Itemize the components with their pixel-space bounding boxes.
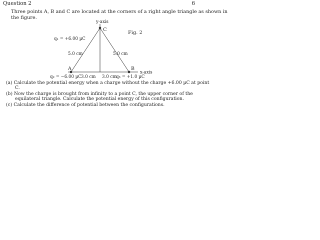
point-c-dot xyxy=(99,27,101,29)
q3-label: q₃ = +1.0 µC xyxy=(116,75,145,80)
point-b-dot xyxy=(128,71,130,73)
figure-label: Fig. 2 xyxy=(128,30,143,36)
q1-label: q₁ = +6.00 µC xyxy=(54,37,86,42)
base-right-label: 3.0 cm xyxy=(102,75,117,80)
side-ca xyxy=(71,28,100,72)
q2-label: q₂ = −6.00 µC xyxy=(50,75,82,80)
part-a-line-2: C. xyxy=(15,86,20,91)
side-left-label: 5.0 cm xyxy=(68,52,83,57)
y-axis-label: y-axis xyxy=(96,20,109,25)
part-a-line-1: (a) Calculate the potential energy when a charge without the charge +6.00 µC at point xyxy=(6,81,210,86)
x-axis-label: x-axis xyxy=(140,70,153,76)
part-c-line-1: (c) Calculate the difference of potential between the configurations. xyxy=(6,103,165,108)
question-intro-line-1: Three points A, B and C are located at the corners of a right angle triangle as shown in xyxy=(11,9,228,15)
question-intro-line-2: the figure. xyxy=(11,15,37,21)
part-b-line-1: (b) Now the charge is brought from infinity to a point C, the upper corner of the xyxy=(6,92,193,97)
side-cb xyxy=(100,28,129,72)
base-left-label: 3.0 cm xyxy=(81,75,96,80)
question-marks: 6 xyxy=(191,1,195,7)
point-c-label: C xyxy=(103,27,107,33)
side-right-label: 5.0 cm xyxy=(113,52,128,57)
point-a-label: A xyxy=(68,67,72,72)
question-title: Question 2 xyxy=(3,1,32,7)
part-b-line-2: equilateral triangle. Calculate the potential energy of this configuration. xyxy=(15,97,184,102)
point-b-label: B xyxy=(131,67,135,72)
